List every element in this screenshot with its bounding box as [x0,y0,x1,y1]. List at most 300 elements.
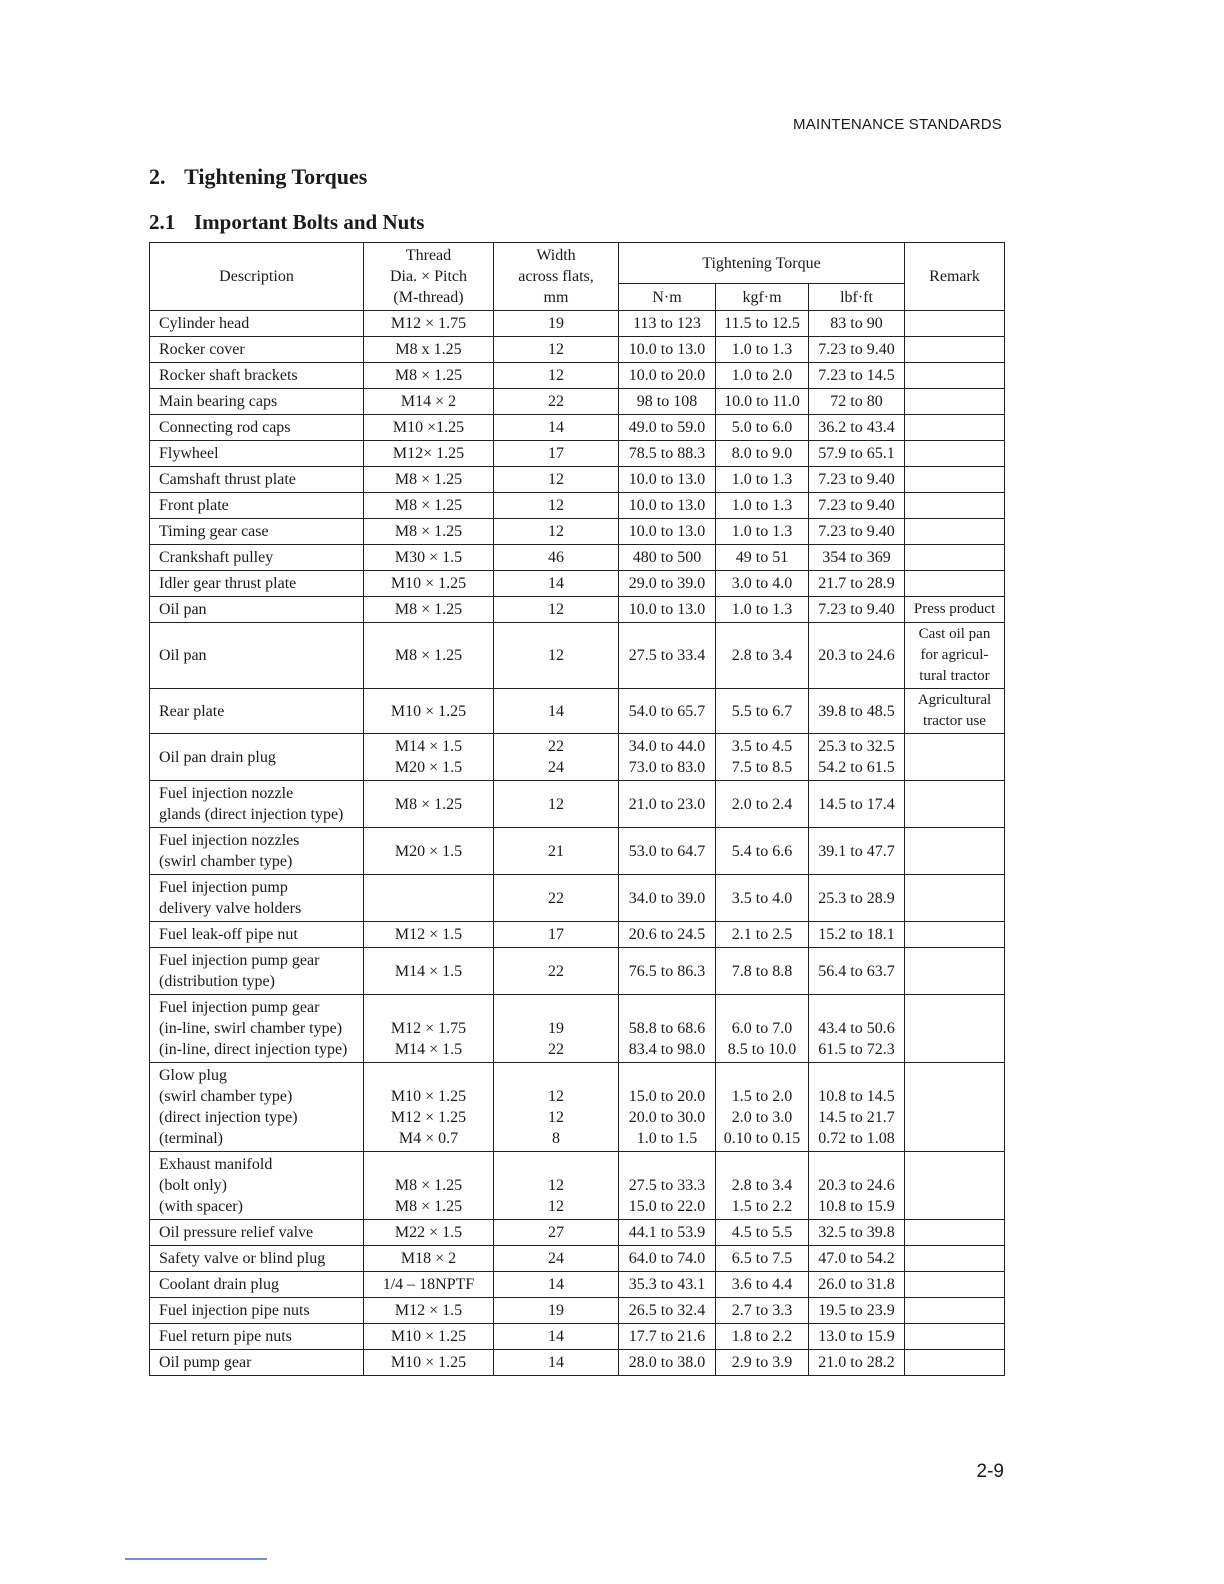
cell-width [494,1063,619,1152]
cell-torque-lbfft-line: 21.0 to 28.2 [818,1354,895,1371]
cell-thread-line: M8 × 1.25 [394,1198,463,1215]
cell-thread-line: M10 × 1.25 [390,1328,467,1345]
cell-thread [364,545,494,571]
cell-torque-nm-line: 58.8 to 68.6 [628,1020,706,1037]
cell-torque-lbfft [809,1220,905,1246]
table-row [150,467,1005,493]
cell-torque-kgfm-line: 3.5 to 4.0 [731,889,793,907]
cell-torque-kgfm-line: 1.0 to 1.3 [731,601,793,618]
cell-description-line: Oil pressure relief valve [159,1224,314,1241]
cell-remark [905,1220,1005,1246]
cell-torque-nm-line: 10.0 to 13.0 [628,523,706,540]
cell-torque-nm-line: 20.0 to 30.0 [628,1109,706,1126]
cell-width-line: 17 [548,445,564,462]
cell-thread-line [368,1065,489,1086]
cell-thread [364,995,494,1063]
cell-torque-nm [619,545,716,571]
header-description: Description [150,243,364,311]
section-title [149,164,367,190]
cell-torque-nm-line: 78.5 to 88.3 [628,445,706,462]
cell-torque-kgfm-line: 2.7 to 3.3 [731,1302,793,1319]
cell-remark-line: Press product [913,601,996,617]
cell-torque-lbfft [809,781,905,828]
cell-torque-nm [619,995,716,1063]
cell-thread [364,493,494,519]
cell-thread [364,519,494,545]
cell-description [150,519,364,545]
cell-description [150,1246,364,1272]
cell-remark [905,734,1005,781]
section-title-text: Tightening Torques [184,164,368,189]
cell-torque-nm [619,1063,716,1152]
cell-torque-kgfm [716,689,809,734]
cell-torque-kgfm [716,922,809,948]
cell-description-line: Connecting rod caps [159,419,291,436]
cell-description [150,493,364,519]
cell-torque-lbfft-line [813,997,900,1018]
footer-rule [125,1558,267,1560]
cell-width-line: 12 [548,647,564,664]
cell-thread-line: M12 × 1.5 [394,926,463,943]
table-row [150,1272,1005,1298]
cell-torque-kgfm-line [720,1154,804,1175]
cell-torque-nm [619,1324,716,1350]
cell-thread [364,1324,494,1350]
cell-width-line: 19 [548,1302,564,1319]
cell-width [494,922,619,948]
cell-torque-nm [619,623,716,689]
cell-torque-kgfm-line: 3.0 to 4.0 [731,575,793,592]
cell-torque-lbfft [809,1246,905,1272]
table-row [150,948,1005,995]
cell-description-line: Exhaust manifold [159,1156,273,1173]
cell-torque-kgfm [716,493,809,519]
cell-torque-lbfft-line: 7.23 to 9.40 [818,341,895,358]
cell-width-line [498,1065,614,1086]
cell-torque-nm [619,311,716,337]
cell-width-line: 24 [548,1250,564,1267]
cell-thread-line: M10 × 1.25 [390,1354,467,1371]
table-row [150,337,1005,363]
cell-torque-lbfft [809,948,905,995]
cell-thread [364,1152,494,1220]
cell-torque-kgfm [716,1298,809,1324]
cell-thread-line: M20 × 1.5 [394,759,463,776]
cell-width-line: 12 [548,497,564,514]
cell-thread-line: M8 × 1.25 [394,1177,463,1194]
cell-torque-nm-line: 27.5 to 33.3 [628,1177,706,1194]
cell-torque-lbfft-line: 61.5 to 72.3 [818,1041,895,1058]
cell-thread-line: 1/4 – 18NPTF [382,1276,475,1293]
cell-thread-line: M14 × 2 [400,393,457,410]
cell-torque-nm-line: 1.0 to 1.5 [636,1130,698,1147]
cell-torque-lbfft [809,623,905,689]
cell-thread [364,1272,494,1298]
cell-description [150,948,364,995]
cell-torque-nm-line: 83.4 to 98.0 [628,1041,706,1058]
table-row [150,415,1005,441]
cell-thread-line: M8 × 1.25 [394,523,463,540]
cell-description-line: Safety valve or blind plug [159,1250,326,1267]
cell-torque-nm [619,1152,716,1220]
cell-remark [905,781,1005,828]
cell-torque-nm-line: 10.0 to 13.0 [628,601,706,618]
cell-torque-nm-line [623,997,711,1018]
cell-width-line [498,997,614,1018]
cell-remark [905,1152,1005,1220]
cell-torque-nm-line: 113 to 123 [633,315,701,332]
cell-torque-nm [619,441,716,467]
cell-torque-lbfft-line: 13.0 to 15.9 [818,1328,895,1345]
cell-thread [364,311,494,337]
cell-torque-lbfft-line: 20.3 to 24.6 [818,1177,895,1194]
cell-width [494,948,619,995]
torque-table [149,242,1005,1376]
cell-width-line: 14 [548,1354,564,1371]
cell-torque-lbfft [809,1063,905,1152]
cell-torque-lbfft [809,337,905,363]
cell-torque-kgfm-line [720,997,804,1018]
cell-thread-line: M10 × 1.25 [390,1088,467,1105]
cell-torque-lbfft-line [813,1154,900,1175]
page-number: 2-9 [976,1461,1004,1482]
cell-torque-lbfft [809,922,905,948]
cell-torque-nm-line: 49.0 to 59.0 [628,419,706,436]
cell-thread [364,689,494,734]
cell-torque-kgfm-line: 3.5 to 4.5 [731,738,793,755]
cell-remark [905,875,1005,922]
cell-torque-kgfm-line: 2.1 to 2.5 [731,926,793,943]
cell-width-line: 27 [548,1224,564,1241]
cell-description-line: delivery valve holders [159,900,302,917]
cell-width-line: 14 [548,575,564,592]
cell-description-line: Cylinder head [159,315,250,332]
cell-torque-nm-line: 480 to 500 [632,549,702,566]
cell-torque-lbfft [809,363,905,389]
cell-width-line: 12 [548,471,564,488]
cell-torque-lbfft [809,311,905,337]
cell-description-line: Idler gear thrust plate [159,575,297,592]
cell-width-line: 14 [548,1328,564,1345]
cell-description-line: Fuel injection pump gear [159,952,320,969]
cell-width [494,1298,619,1324]
header-width: Width across flats, mm [494,243,619,311]
cell-torque-lbfft-line: 10.8 to 14.5 [818,1088,895,1105]
cell-description [150,1350,364,1376]
cell-thread [364,467,494,493]
cell-thread [364,1246,494,1272]
cell-torque-kgfm [716,415,809,441]
cell-thread-line: M14 × 1.5 [394,962,463,980]
cell-torque-kgfm-line: 1.0 to 2.0 [731,367,793,384]
cell-description [150,828,364,875]
cell-torque-kgfm [716,311,809,337]
cell-width [494,623,619,689]
cell-description-line: (in-line, swirl chamber type) [159,1020,343,1037]
cell-remark [905,828,1005,875]
cell-torque-nm [619,875,716,922]
cell-remark [905,948,1005,995]
cell-remark [905,337,1005,363]
cell-description-line: Oil pan [159,647,207,664]
cell-torque-nm [619,1298,716,1324]
table-row [150,1152,1005,1220]
cell-torque-lbfft-line: 36.2 to 43.4 [818,419,895,436]
cell-remark [905,519,1005,545]
table-row [150,875,1005,922]
table-row [150,389,1005,415]
cell-torque-kgfm [716,363,809,389]
cell-torque-nm [619,493,716,519]
cell-thread [364,623,494,689]
cell-thread-line: M8 × 1.25 [394,647,463,664]
table-row [150,995,1005,1063]
cell-torque-kgfm-line: 1.5 to 2.0 [731,1088,793,1105]
cell-width [494,363,619,389]
cell-description-line: Fuel injection nozzle [159,785,294,802]
cell-torque-lbfft [809,1350,905,1376]
table-row [150,1063,1005,1152]
table-row [150,1220,1005,1246]
running-header: MAINTENANCE STANDARDS [793,116,1002,133]
cell-description [150,337,364,363]
cell-description-line: Fuel injection pump gear [159,999,320,1016]
cell-torque-kgfm-line: 1.0 to 1.3 [731,471,793,488]
cell-torque-kgfm [716,467,809,493]
cell-torque-lbfft-line: 43.4 to 50.6 [818,1020,895,1037]
cell-remark-line: tractor use [923,713,986,729]
cell-torque-kgfm [716,337,809,363]
cell-thread-line: M8 × 1.25 [394,497,463,514]
cell-remark [905,415,1005,441]
table-row [150,689,1005,734]
cell-thread-line: M18 × 2 [400,1250,457,1267]
cell-description-line: (bolt only) [159,1177,227,1194]
cell-width-line: 12 [548,523,564,540]
cell-thread-line: M10 × 1.25 [390,575,467,592]
cell-torque-nm [619,415,716,441]
table-row [150,1350,1005,1376]
cell-description [150,467,364,493]
cell-description-line: Oil pump gear [159,1354,252,1371]
cell-torque-kgfm [716,1220,809,1246]
cell-torque-lbfft [809,1324,905,1350]
cell-description [150,571,364,597]
cell-torque-lbfft [809,389,905,415]
cell-torque-lbfft-line: 10.8 to 15.9 [818,1198,895,1215]
cell-thread [364,734,494,781]
cell-torque-kgfm [716,828,809,875]
cell-width-line: 12 [548,1198,564,1215]
cell-description-line: Glow plug [159,1067,227,1084]
cell-width [494,597,619,623]
cell-torque-nm-line: 15.0 to 20.0 [628,1088,706,1105]
cell-torque-nm [619,1246,716,1272]
cell-description-line: Fuel injection pump [159,879,288,896]
cell-thread-line [368,997,489,1018]
cell-remark [905,441,1005,467]
cell-torque-lbfft-line: 26.0 to 31.8 [818,1276,895,1293]
cell-thread-line: M10 ×1.25 [392,419,465,436]
cell-description-line: Fuel return pipe nuts [159,1328,292,1345]
header-nm: N·m [619,284,716,311]
cell-torque-lbfft-line: 32.5 to 39.8 [818,1224,895,1241]
cell-remark [905,597,1005,623]
cell-torque-kgfm-line: 2.9 to 3.9 [731,1354,793,1371]
cell-width [494,1272,619,1298]
cell-remark [905,571,1005,597]
cell-thread-line: M30 × 1.5 [394,549,463,566]
cell-thread [364,571,494,597]
cell-torque-lbfft [809,545,905,571]
table-row [150,1324,1005,1350]
cell-torque-lbfft-line: 54.2 to 61.5 [818,759,895,776]
cell-torque-kgfm-line: 2.0 to 2.4 [731,795,793,813]
cell-torque-nm-line: 53.0 to 64.7 [628,842,706,860]
cell-width-line: 14 [548,419,564,436]
cell-width-line: 17 [548,926,564,943]
cell-torque-lbfft [809,597,905,623]
cell-width [494,734,619,781]
cell-torque-lbfft-line: 25.3 to 28.9 [818,889,895,907]
cell-description [150,597,364,623]
cell-torque-nm-line: 34.0 to 44.0 [628,738,706,755]
cell-description-line: Oil pan drain plug [159,748,276,766]
cell-torque-nm [619,571,716,597]
cell-torque-nm-line: 34.0 to 39.0 [628,889,706,907]
header-thread: Thread Dia. × Pitch (M-thread) [364,243,494,311]
cell-torque-nm-line: 10.0 to 20.0 [628,367,706,384]
cell-width-line [498,1154,614,1175]
cell-torque-nm [619,363,716,389]
subsection-title-text: Important Bolts and Nuts [194,210,425,234]
header-kgfm: kgf·m [716,284,809,311]
cell-description-line: (terminal) [159,1130,223,1147]
cell-torque-kgfm-line: 6.0 to 7.0 [731,1020,793,1037]
cell-torque-lbfft-line: 7.23 to 14.5 [818,367,895,384]
cell-thread-line: M4 × 0.7 [398,1130,459,1147]
cell-torque-lbfft [809,1298,905,1324]
cell-width-line: 12 [548,1088,564,1105]
cell-thread-line: M14 × 1.5 [394,1041,463,1058]
cell-width [494,441,619,467]
cell-width [494,689,619,734]
cell-torque-lbfft [809,689,905,734]
cell-torque-nm-line: 54.0 to 65.7 [628,702,706,720]
cell-thread-line: M8 × 1.25 [394,367,463,384]
cell-torque-nm-line: 15.0 to 22.0 [628,1198,706,1215]
cell-remark [905,995,1005,1063]
cell-description-line: Timing gear case [159,523,269,540]
cell-thread-line: M10 × 1.25 [390,702,467,720]
cell-torque-nm [619,1350,716,1376]
cell-torque-nm-line: 98 to 108 [636,393,698,410]
cell-torque-lbfft [809,415,905,441]
cell-torque-nm [619,1220,716,1246]
cell-width-line: 19 [548,315,564,332]
cell-torque-nm-line: 64.0 to 74.0 [628,1250,706,1267]
cell-description [150,545,364,571]
cell-torque-kgfm [716,519,809,545]
cell-thread [364,337,494,363]
cell-remark [905,1350,1005,1376]
cell-torque-lbfft-line: 7.23 to 9.40 [818,523,895,540]
table-row [150,545,1005,571]
cell-torque-nm [619,922,716,948]
cell-torque-lbfft-line: 354 to 369 [822,549,891,566]
cell-torque-lbfft-line: 25.3 to 32.5 [818,738,895,755]
cell-torque-kgfm [716,545,809,571]
cell-remark-line: for agricul- [920,647,989,663]
cell-thread [364,363,494,389]
cell-torque-lbfft-line: 7.23 to 9.40 [818,497,895,514]
cell-torque-lbfft-line: 57.9 to 65.1 [818,445,895,462]
cell-width-line: 14 [548,1276,564,1293]
cell-thread-line: M12 × 1.25 [390,1109,467,1126]
cell-width-line: 22 [548,393,564,410]
cell-torque-lbfft [809,828,905,875]
cell-thread [364,389,494,415]
cell-width [494,545,619,571]
header-remark: Remark [905,243,1005,311]
cell-width-line: 22 [548,1041,564,1058]
cell-width [494,337,619,363]
cell-torque-nm [619,519,716,545]
cell-torque-kgfm-line: 5.5 to 6.7 [731,702,793,720]
cell-width [494,571,619,597]
cell-torque-nm-line: 26.5 to 32.4 [628,1302,706,1319]
cell-torque-nm [619,467,716,493]
cell-remark [905,1324,1005,1350]
cell-torque-lbfft-line: 0.72 to 1.08 [818,1130,895,1147]
table-row [150,922,1005,948]
cell-torque-nm [619,734,716,781]
cell-description-line: Crankshaft pulley [159,549,274,566]
cell-description [150,781,364,828]
cell-torque-lbfft-line: 83 to 90 [830,315,883,332]
cell-thread [364,828,494,875]
cell-width-line: 24 [548,759,564,776]
cell-thread-line: M8 × 1.25 [394,795,463,813]
cell-torque-lbfft [809,441,905,467]
cell-torque-nm [619,828,716,875]
cell-thread [364,948,494,995]
cell-torque-lbfft-line: 14.5 to 17.4 [818,795,895,813]
cell-torque-kgfm [716,734,809,781]
cell-description [150,623,364,689]
cell-width [494,1220,619,1246]
table-row [150,734,1005,781]
table-body [150,311,1005,1376]
cell-description [150,875,364,922]
cell-torque-kgfm-line: 7.5 to 8.5 [731,759,793,776]
cell-torque-lbfft-line: 39.8 to 48.5 [818,702,895,720]
cell-thread-line [368,1154,489,1175]
cell-thread-line: M8 × 1.25 [394,601,463,618]
cell-torque-nm-line: 17.7 to 21.6 [628,1328,706,1345]
cell-torque-kgfm-line: 2.0 to 3.0 [731,1109,793,1126]
cell-torque-lbfft-line: 14.5 to 21.7 [818,1109,895,1126]
cell-width [494,995,619,1063]
cell-width-line: 12 [548,1177,564,1194]
cell-torque-nm-line: 28.0 to 38.0 [628,1354,706,1371]
cell-description-line: (in-line, direct injection type) [159,1041,348,1058]
table-row [150,571,1005,597]
cell-width [494,467,619,493]
cell-description-line: glands (direct injection type) [159,806,344,823]
cell-width [494,519,619,545]
cell-description-line: Fuel injection nozzles [159,832,300,849]
